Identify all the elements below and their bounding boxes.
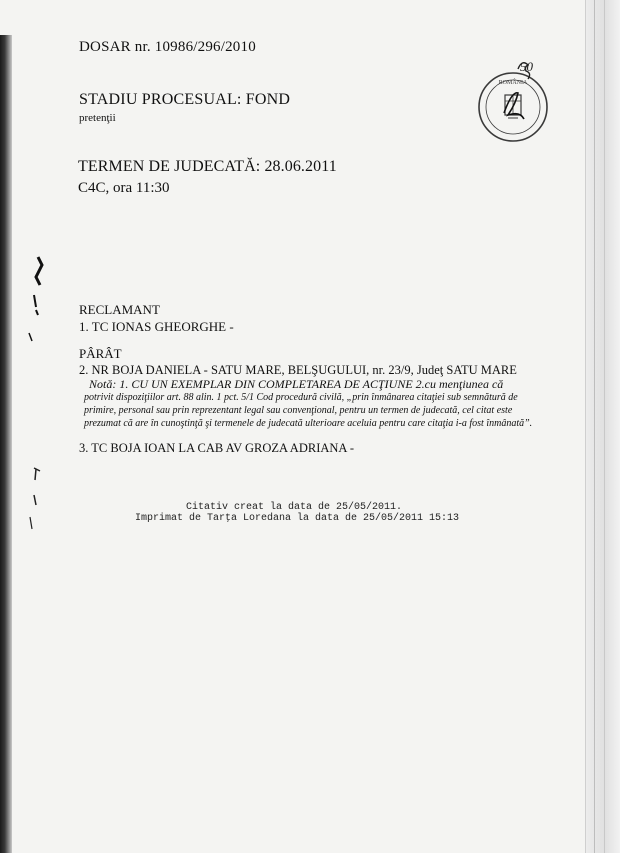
note-line-1: Notă: 1. CU UN EXEMPLAR DIN COMPLETAREA DE ACŢIUNE 2.cu menţiunea că [89, 377, 504, 391]
case-object: pretenţii [79, 112, 116, 124]
note-line-2: potrivit dispoziţiilor art. 88 alin. 1 pct. 5/1 Cod procedură civilă, „prin înmânarea citaţiei sub semnătură de [84, 392, 518, 403]
case-number: 10986/296/2010 [154, 39, 256, 55]
panel-and-time: C4C, ora 11:30 [78, 180, 170, 196]
note-line-4: prezumat că are în cunoştinţă şi termenele de judecată ulterioare aceluia pentru care citaţia i-a fost înmânată”. [84, 418, 533, 429]
defendant-item-3: 3. TC BOJA IOAN LA CAB AV GROZA ADRIANA - [79, 441, 355, 455]
case-number-label: DOSAR nr. [79, 39, 155, 55]
case-number-line [79, 39, 256, 56]
handwritten-number: 50 [520, 59, 533, 74]
created-date-line: Citativ creat la data de 25/05/2011. [186, 502, 403, 513]
printed-by-line: Imprimat de Tarţa Loredana la data de 25/05/2011 15:13 [135, 513, 460, 524]
note-line-3: primire, personal sau prin reprezentant legal sau convenţional, pentru un termen de judecată, cel citat este [84, 405, 513, 416]
seal-text: ROMÂNIA [498, 80, 528, 86]
scan-right-edge [585, 0, 620, 853]
hearing-date-label: TERMEN DE JUDECATĂ: [78, 158, 265, 175]
court-seal-icon [468, 55, 558, 150]
scan-noise-marks [26, 255, 56, 555]
hearing-date-line [78, 158, 337, 176]
hearing-date: 28.06.2011 [264, 158, 337, 175]
procedural-stage: STADIU PROCESUAL: FOND [79, 91, 291, 108]
plaintiff-heading: RECLAMANT [79, 302, 160, 317]
defendant-item-2: 2. NR BOJA DANIELA - SATU MARE, BELŞUGULUI, nr. 23/9, Judeţ SATU MARE [79, 363, 517, 377]
scan-left-edge [0, 35, 12, 853]
plaintiff-item: 1. TC IONAS GHEORGHE - [79, 319, 234, 334]
defendant-heading: PÂRÂT [79, 346, 122, 361]
